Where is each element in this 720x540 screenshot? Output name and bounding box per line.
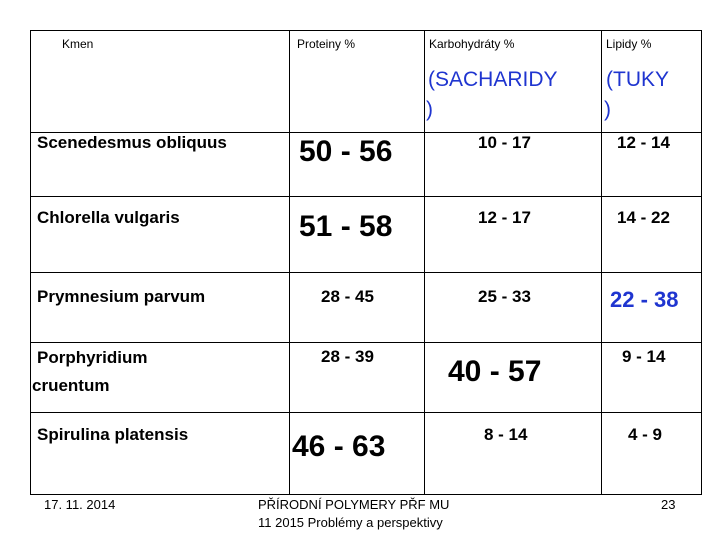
row-lipidy: 12 - 14: [617, 133, 670, 152]
row-karbohydraty: 8 - 14: [484, 425, 528, 444]
column-divider: [601, 30, 602, 494]
row-kmen: Prymnesium parvum: [37, 287, 206, 306]
row-divider: [30, 342, 701, 343]
row-divider: [30, 272, 701, 273]
subheader-sacharidy: (SACHARIDY: [428, 68, 558, 91]
row-kmen-line1: Porphyridium: [37, 348, 148, 367]
row-lipidy: 9 - 14: [622, 347, 666, 366]
header-karbohydraty: Karbohydráty %: [429, 37, 515, 51]
row-proteiny: 28 - 45: [321, 287, 374, 306]
footer-title-line1: PŘÍRODNÍ POLYMERY PŘF MU: [258, 497, 450, 512]
row-lipidy: 22 - 38: [610, 287, 679, 312]
row-proteiny: 28 - 39: [321, 347, 374, 366]
row-karbohydraty: 25 - 33: [478, 287, 531, 306]
header-lipidy: Lipidy %: [606, 37, 652, 51]
row-kmen: Chlorella vulgaris: [37, 208, 180, 227]
column-divider: [289, 30, 290, 494]
footer-date: 17. 11. 2014: [44, 497, 116, 512]
row-divider: [30, 196, 701, 197]
column-divider: [424, 30, 425, 494]
subheader-sacharidy-close: ): [426, 98, 433, 121]
footer-page-number: 23: [661, 497, 676, 512]
subheader-tuky-close: ): [604, 98, 611, 121]
row-proteiny: 51 - 58: [299, 210, 393, 243]
row-karbohydraty: 12 - 17: [478, 208, 531, 227]
row-kmen-line2: cruentum: [32, 376, 110, 395]
row-lipidy: 4 - 9: [628, 425, 663, 444]
row-lipidy: 14 - 22: [617, 208, 670, 227]
row-proteiny: 46 - 63: [292, 430, 386, 463]
row-kmen: Spirulina platensis: [37, 425, 189, 444]
row-karbohydraty: 10 - 17: [478, 133, 531, 152]
row-divider: [30, 412, 701, 413]
footer-title-line2: 11 2015 Problémy a perspektivy: [258, 515, 443, 530]
row-proteiny: 50 - 56: [299, 135, 393, 168]
row-kmen: Scenedesmus obliquus: [37, 133, 227, 152]
subheader-tuky: (TUKY: [606, 68, 669, 91]
row-karbohydraty: 40 - 57: [448, 355, 542, 388]
header-kmen: Kmen: [62, 37, 94, 51]
header-proteiny: Proteiny %: [297, 37, 356, 51]
